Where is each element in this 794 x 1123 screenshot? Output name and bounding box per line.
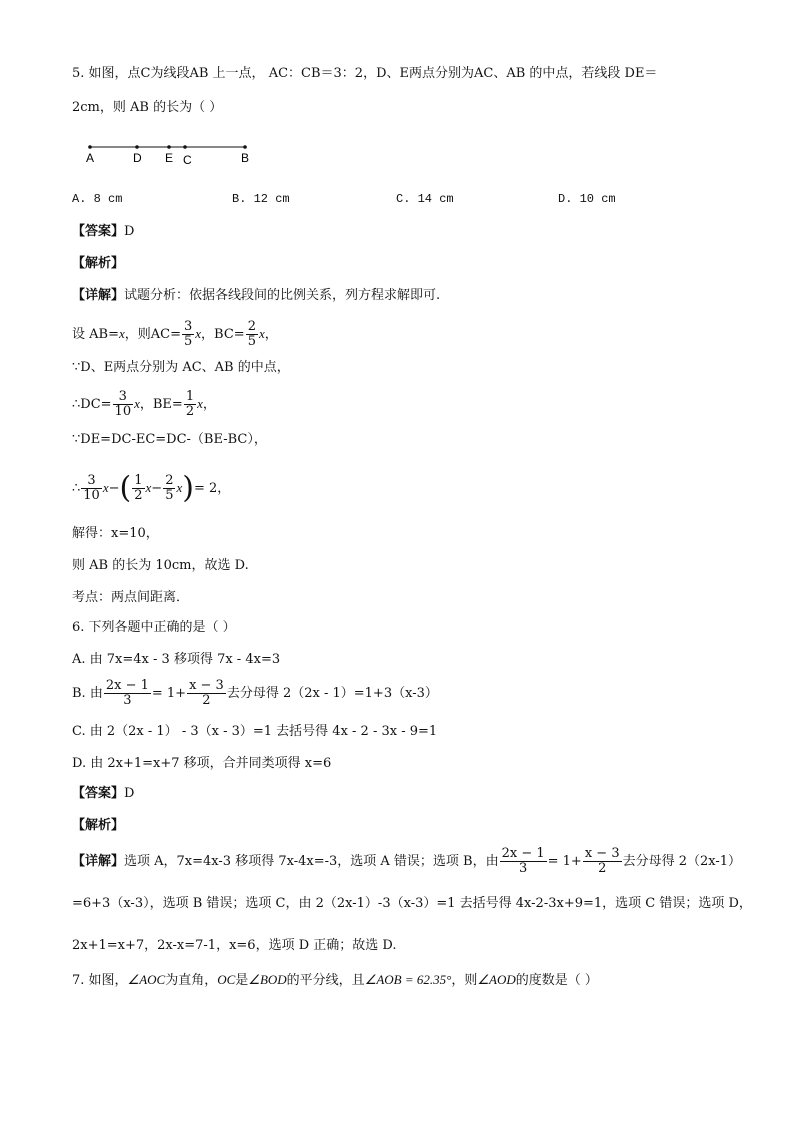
angle-aoc: ∠AOC xyxy=(127,972,166,987)
text: = 1+ xyxy=(151,686,187,701)
label-a: A xyxy=(86,151,95,165)
ray-oc: OC xyxy=(217,972,236,987)
text: ， xyxy=(202,397,216,412)
segment-figure xyxy=(80,140,260,170)
label-c: C xyxy=(183,153,192,167)
q6-detail-line1 xyxy=(72,840,741,884)
q5-stem-line1: 5. 如图，点C为线段AB 上一点， AC：CB＝3：2，D、E两点分别为AC、AB 的中点，若线段 DE＝ xyxy=(72,66,658,81)
fraction-3-10: $\frac{3}{10}$ xyxy=(114,388,132,419)
var-x: x xyxy=(134,396,140,411)
answer-value: D xyxy=(124,224,135,239)
var-x: x xyxy=(145,480,152,495)
text: ，则 xyxy=(451,973,478,988)
answer-tag: 【答案】 xyxy=(72,786,125,801)
q5-option-a: A. 8 cm xyxy=(72,192,123,206)
text: ∴DC= xyxy=(72,397,112,412)
fraction-2x1-3: $\frac{2x - 1}{3}$ xyxy=(501,845,545,876)
point-e xyxy=(167,145,171,149)
text: 的平分线，且 xyxy=(286,973,365,988)
q5-answer xyxy=(72,222,134,242)
q5-step7: 则 AB 的长为 10cm，故选 D. xyxy=(72,558,249,573)
q5-option-b: B. 12 cm xyxy=(232,192,290,206)
text: ，BC= xyxy=(201,327,245,342)
q5-option-c: C. 14 cm xyxy=(396,192,454,206)
var-x: x xyxy=(118,326,125,341)
q6-stem: 6. 下列各题中正确的是（ ） xyxy=(72,620,236,635)
right-paren: ) xyxy=(182,470,194,506)
q5-step5 xyxy=(72,466,230,511)
fraction-2-5: $\frac{2}{5}$ xyxy=(247,318,256,349)
var-x: x xyxy=(197,396,203,411)
label-e: E xyxy=(165,151,174,165)
q5-stem-line2: 2cm，则 AB 的长为（ ） xyxy=(72,100,223,115)
fraction-3-10: $\frac{3}{10}$ xyxy=(83,472,100,503)
q5-analysis-tag: 【解析】 xyxy=(72,256,125,271)
fraction-x3-2: $\frac{x - 3}{2}$ xyxy=(584,845,620,876)
answer-value: D xyxy=(124,786,135,801)
point-d xyxy=(135,145,139,149)
answer-tag: 【答案】 xyxy=(72,224,125,239)
q7-stem xyxy=(72,970,598,991)
fraction-2x1-3: $\frac{2x - 1}{3}$ xyxy=(105,677,149,708)
q6-option-a: A. 由 7x=4x - 3 移项得 7x - 4x=3 xyxy=(72,652,281,667)
text: ∴ xyxy=(72,481,81,496)
fraction-2-5: $\frac{2}{5}$ xyxy=(165,472,174,503)
q6-option-d: D. 由 2x+1=x+7 移项，合并同类项得 x=6 xyxy=(72,756,332,771)
var-x: x xyxy=(176,480,183,495)
q5-step3 xyxy=(72,384,216,425)
minus-sign: − xyxy=(108,481,120,496)
text: = 1+ xyxy=(547,854,582,869)
q6-option-c: C. 由 2（2x - 1） - 3（x - 3）=1 去括号得 4x - 2 - 3x - 9=1 xyxy=(72,724,438,739)
point-c xyxy=(183,145,187,149)
text: ， xyxy=(264,327,278,342)
label-b: B xyxy=(241,151,250,165)
text: ，BE= xyxy=(139,397,183,412)
left-paren: ( xyxy=(119,470,132,506)
fraction-1-2: $\frac{1}{2}$ xyxy=(134,472,143,503)
text: 是 xyxy=(235,973,249,988)
q5-option-d: D. 10 cm xyxy=(558,192,616,206)
var-x: x xyxy=(102,480,109,495)
text: B. 由 xyxy=(72,686,103,701)
var-x: x xyxy=(195,326,202,341)
fraction-x3-2: $\frac{x - 3}{2}$ xyxy=(189,677,224,708)
text: 的度数是（ ） xyxy=(515,973,598,988)
q5-step6: 解得：x=10， xyxy=(72,526,159,541)
fraction-3-5: $\frac{3}{5}$ xyxy=(183,318,193,349)
angle-aod: ∠AOD xyxy=(477,972,516,987)
angle-aob-value: ∠AOB = 62.35° xyxy=(364,972,452,987)
q6-analysis-tag: 【解析】 xyxy=(72,818,125,833)
q5-detail-intro xyxy=(72,286,440,306)
var-x: x xyxy=(258,326,265,341)
detail-text: 试题分析：依据各线段间的比例关系，列方程求解即可. xyxy=(124,288,441,303)
detail-tag: 【详解】 xyxy=(72,288,125,303)
text: 7. 如图， xyxy=(72,973,128,988)
text: ，则AC= xyxy=(124,327,181,342)
minus-sign: − xyxy=(151,481,163,496)
q6-detail-line3: 2x+1=x+7，2x-x=7-1，x=6，选项 D 正确；故选 D. xyxy=(72,938,397,953)
text: 去分母得 2（2x - 1）=1+3（x-3） xyxy=(226,686,438,701)
point-b xyxy=(243,145,247,149)
q5-step1 xyxy=(72,314,278,355)
q6-detail-line2: =6+3（x-3），选项 B 错误；选项 C，由 2（2x-1）-3（x-3）=1 去括号得 4x-2-3x+9=1，选项 C 错误；选项 D， xyxy=(72,896,752,911)
text: 选项 A，7x=4x-3 移项得 7x-4x=-3，选项 A 错误；选项 B，由 xyxy=(124,854,499,869)
q5-step2: ∵D、E两点分别为 AC、AB 的中点， xyxy=(72,360,290,375)
detail-tag: 【详解】 xyxy=(72,854,125,869)
q5-step8: 考点：两点间距离． xyxy=(72,590,190,605)
label-d: D xyxy=(133,151,142,165)
point-a xyxy=(88,145,92,149)
q6-option-b xyxy=(72,672,438,716)
text: = 2， xyxy=(193,481,231,496)
q6-answer xyxy=(72,784,134,804)
angle-bod: ∠BOD xyxy=(248,972,287,987)
text: 为直角， xyxy=(165,973,218,988)
text: 设 AB= xyxy=(72,327,119,342)
fraction-1-2: $\frac{1}{2}$ xyxy=(185,388,195,419)
text: 去分母得 2（2x-1） xyxy=(622,854,742,869)
q5-step4: ∵DE=DC-EC=DC-（BE-BC）， xyxy=(72,432,267,447)
